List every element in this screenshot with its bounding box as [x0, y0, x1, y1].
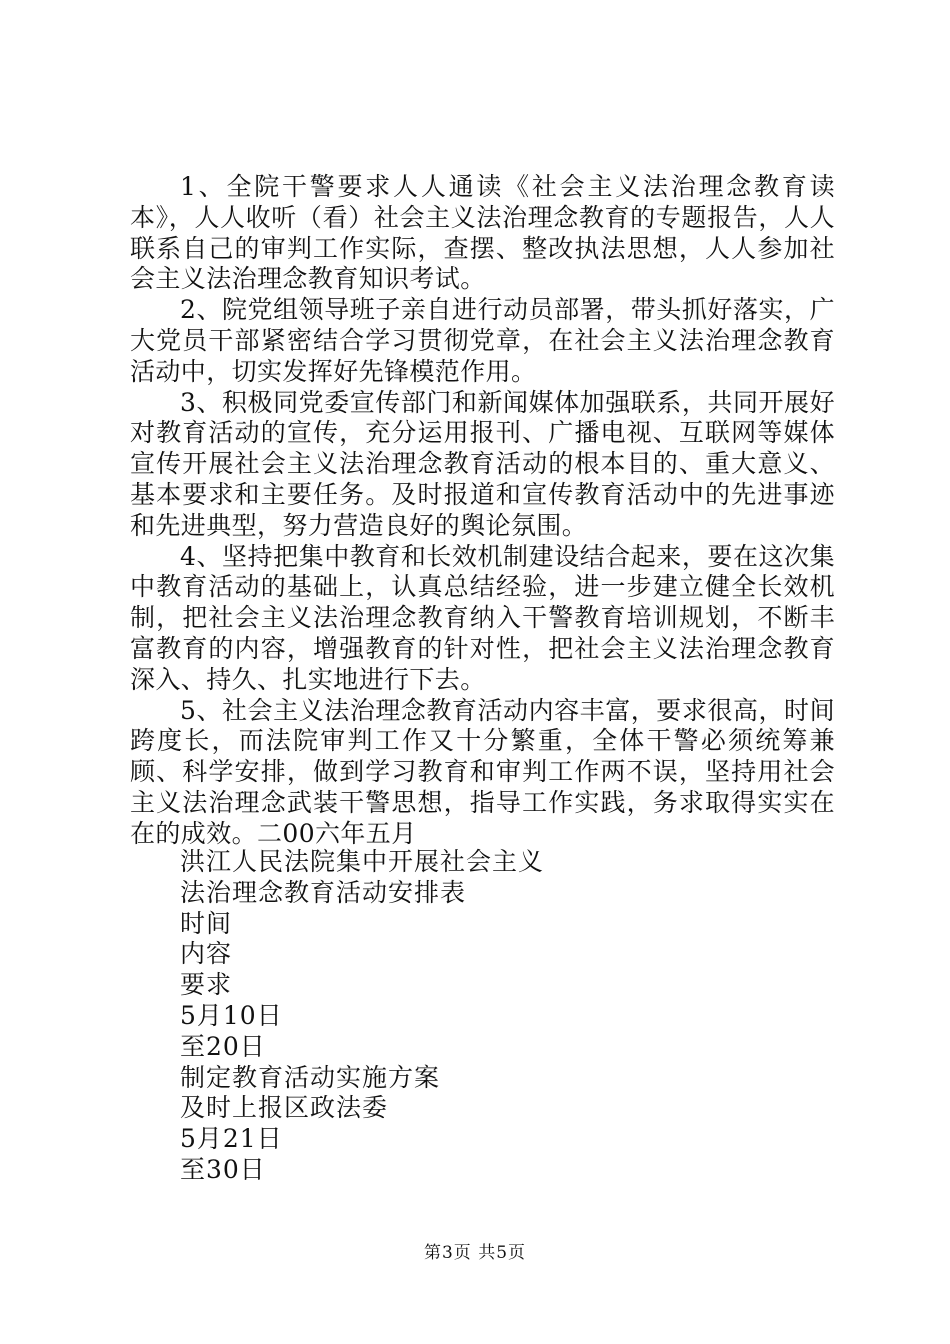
paragraph-5: 5、社会主义法治理念教育活动内容丰富，要求很高，时间跨度长，而法院审判工作又十分繁重，全体干警必须统筹兼顾、科学安排，做到学习教育和审判工作两不误，坚持用社会主义法治理念武装干警思想，指导工作实践，务求取得实实在在的成效。二00六年五月 — [130, 695, 835, 848]
paragraph-4: 4、坚持把集中教育和长效机制建设结合起来，要在这次集中教育活动的基础上，认真总结经验，进一步建立健全长效机制，把社会主义法治理念教育纳入干警教育培训规划，不断丰富教育的内容，增强教育的针对性，把社会主义法治理念教育深入、持久、扎实地进行下去。 — [130, 541, 835, 694]
column-header-time: 时间 — [180, 908, 233, 938]
page-number-footer: 第3页 共5页 — [423, 1243, 527, 1263]
column-header-requirement: 要求 — [180, 970, 233, 1000]
row-1-time-end: 至20日 — [180, 1031, 266, 1061]
document-body — [130, 172, 835, 850]
paragraph-3: 3、积极同党委宣传部门和新闻媒体加强联系，共同开展好对教育活动的宣传，充分运用报刊、广播电视、互联网等媒体宣传开展社会主义法治理念教育活动的根本目的、重大意义、基本要求和主要任务。及时报道和宣传教育活动中的先进事迹和先进典型，努力营造良好的舆论氛围。 — [130, 387, 835, 540]
schedule-title-line-1: 洪江人民法院集中开展社会主义 — [180, 847, 545, 876]
schedule-title-line-2: 法治理念教育活动安排表 — [180, 877, 467, 907]
paragraph-2: 2、院党组领导班子亲自进行动员部署，带头抓好落实，广大党员干部紧密结合学习贯彻党章，在社会主义法治理念教育活动中，切实发挥好先锋模范作用。 — [130, 295, 835, 386]
row-1-time-start: 5月10日 — [180, 1000, 283, 1030]
row-2-time-end: 至30日 — [180, 1154, 266, 1184]
schedule-table-text — [180, 847, 830, 1186]
paragraph-1: 1、全院干警要求人人通读《社会主义法治理念教育读本》，人人收听（看）社会主义法治理念教育的专题报告，人人联系自己的审判工作实际，查摆、整改执法思想，人人参加社会主义法治理念教育知识考试。 — [130, 172, 835, 294]
column-header-content: 内容 — [180, 939, 233, 969]
row-1-requirement: 及时上报区政法委 — [180, 1093, 389, 1123]
row-1-content: 制定教育活动实施方案 — [180, 1062, 441, 1092]
row-2-time-start: 5月21日 — [180, 1124, 283, 1154]
